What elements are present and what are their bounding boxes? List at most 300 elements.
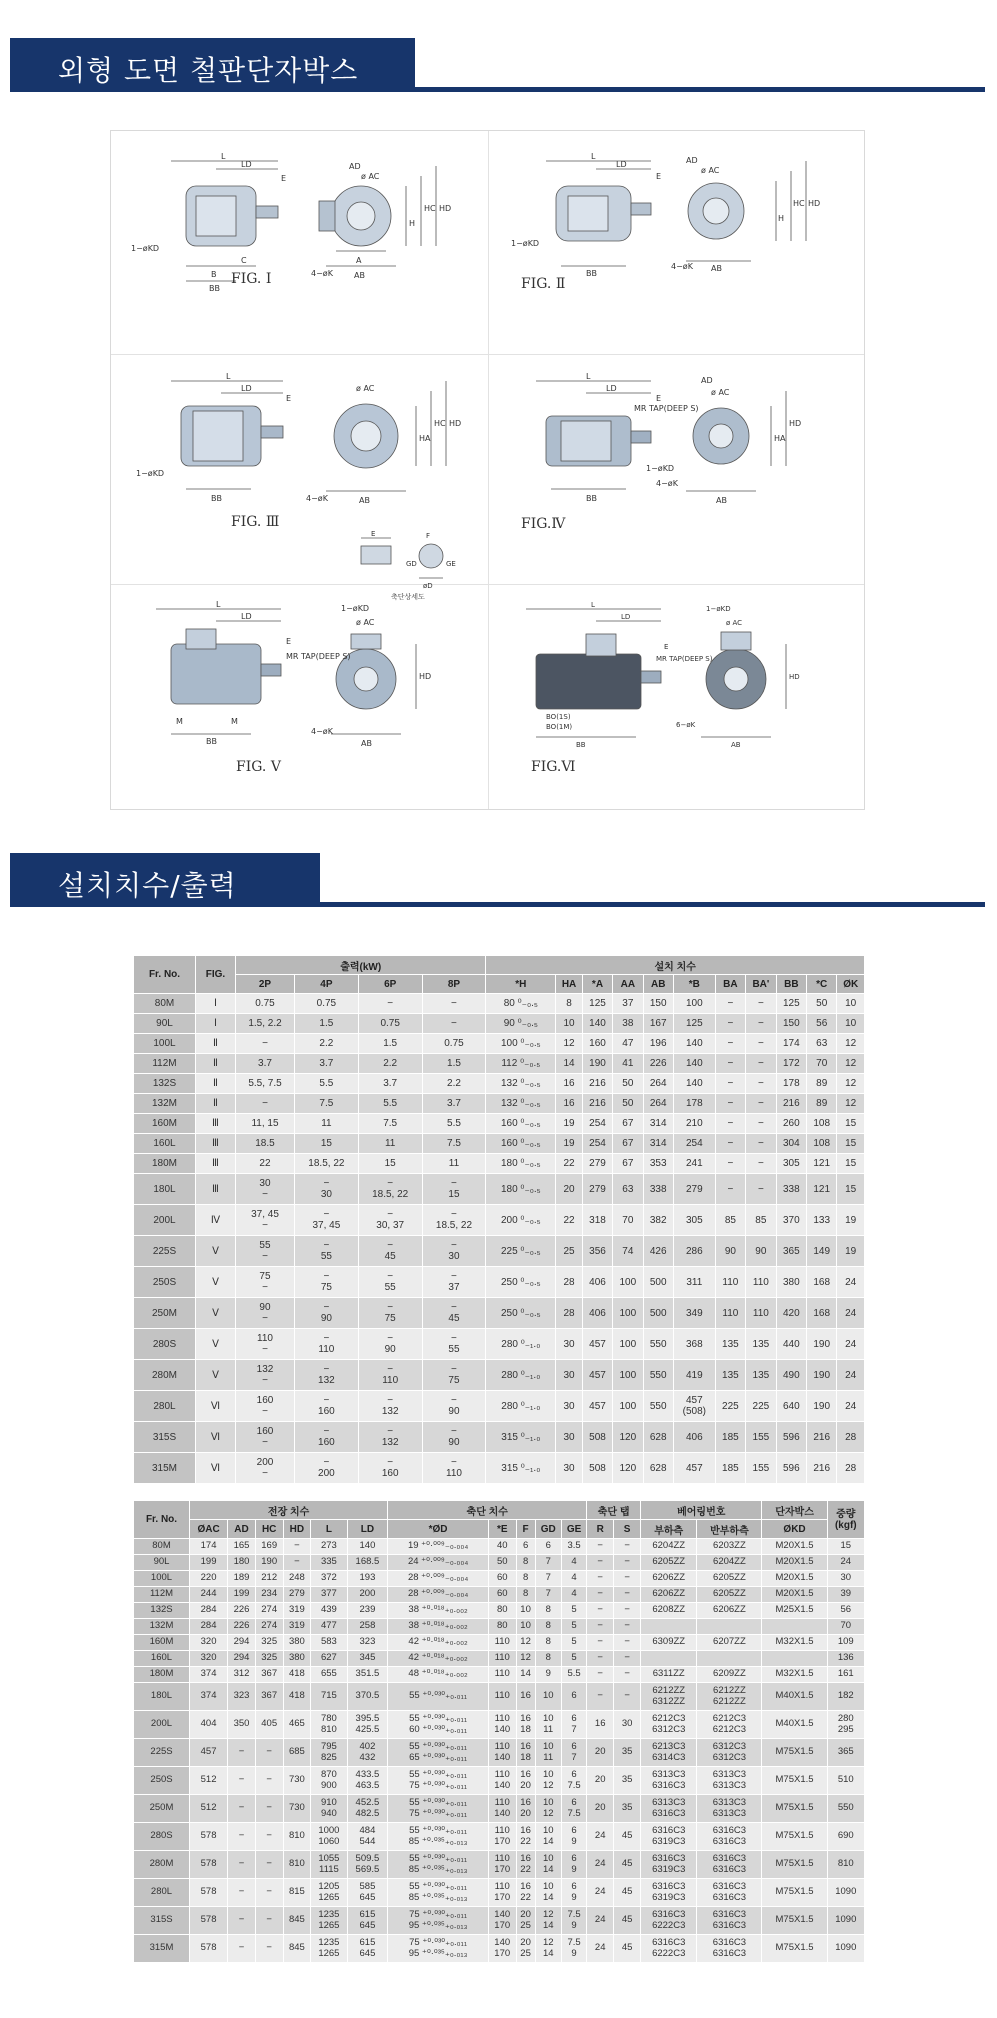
table-cell: 16 22	[516, 1879, 535, 1907]
table-cell: 30 −	[236, 1174, 295, 1205]
svg-text:E: E	[656, 394, 662, 403]
table-cell: 24	[587, 1879, 614, 1907]
table-cell: −	[715, 1154, 745, 1174]
table-cell: 335	[311, 1555, 347, 1571]
table-cell: 6206ZZ	[641, 1587, 697, 1603]
frame-number: 315S	[134, 1422, 196, 1453]
table-cell	[697, 1651, 762, 1667]
table-cell: 110	[746, 1267, 777, 1298]
table-cell: 8	[535, 1651, 561, 1667]
table-cell: 55 ⁺⁰·⁰³⁰₊₀.₀₁₁ 65 ⁺⁰·⁰³⁰₊₀.₀₁₁	[388, 1739, 489, 1767]
table-cell: 19	[556, 1134, 583, 1154]
table-cell: 5.5	[358, 1094, 422, 1114]
table-cell: 121	[807, 1154, 837, 1174]
section-title: 설치치수/출력	[58, 869, 237, 902]
table-cell: 110 140	[488, 1739, 516, 1767]
divider	[111, 354, 864, 355]
svg-text:4−øK: 4−øK	[306, 494, 328, 503]
table-cell: −	[422, 994, 486, 1014]
table-cell: 279	[673, 1174, 715, 1205]
table-cell: 6313C3 6316C3	[641, 1795, 697, 1823]
table-cell: − 75	[358, 1298, 422, 1329]
svg-text:AB: AB	[731, 741, 741, 749]
table-cell: −	[614, 1619, 641, 1635]
svg-text:M: M	[231, 717, 238, 726]
table-cell: 20	[587, 1767, 614, 1795]
table-cell: 30	[556, 1453, 583, 1484]
table-cell: 319	[283, 1603, 311, 1619]
table-cell: 7.5	[358, 1114, 422, 1134]
table-cell: 226	[228, 1619, 256, 1635]
table-cell: −	[587, 1683, 614, 1711]
table-cell: 286	[673, 1236, 715, 1267]
svg-text:LD: LD	[241, 612, 252, 621]
svg-text:E: E	[371, 530, 376, 538]
table-cell: 10	[535, 1683, 561, 1711]
table-cell: −	[236, 1094, 295, 1114]
table-row	[134, 1391, 865, 1422]
section-header-drawings	[10, 38, 985, 92]
table-cell: 41	[613, 1054, 643, 1074]
table-cell: 30	[556, 1422, 583, 1453]
table-cell: −	[715, 1174, 745, 1205]
table-cell: Ⅱ	[196, 1034, 236, 1054]
table-cell: 216	[807, 1453, 837, 1484]
table-cell: 7.5	[422, 1134, 486, 1154]
table-cell: 314	[643, 1114, 673, 1134]
table-cell: Ⅰ	[196, 1014, 236, 1034]
table-cell: 382	[643, 1205, 673, 1236]
table-cell: 30	[556, 1360, 583, 1391]
table-cell: 226	[643, 1054, 673, 1074]
table-cell: 174	[776, 1034, 806, 1054]
table-cell: 14	[556, 1054, 583, 1074]
frame-number: 132S	[134, 1074, 196, 1094]
table-cell: 550	[643, 1329, 673, 1360]
col-dim: *B	[673, 975, 715, 994]
svg-text:HD: HD	[808, 199, 821, 208]
table-cell: 161	[827, 1667, 864, 1683]
table-cell: − 132	[294, 1360, 358, 1391]
table-cell: 89	[807, 1074, 837, 1094]
table-cell: 6 9	[561, 1823, 586, 1851]
table-cell: 135	[746, 1329, 777, 1360]
col-frno: Fr. No.	[134, 956, 196, 994]
table-cell: −	[255, 1767, 283, 1795]
table-cell: 80	[488, 1619, 516, 1635]
table-row	[134, 1360, 865, 1391]
col-dim: ØKD	[762, 1520, 827, 1539]
table-cell: 512	[190, 1795, 228, 1823]
table-cell: −	[228, 1795, 256, 1823]
table-cell: −	[746, 1114, 777, 1134]
table-row	[134, 1074, 865, 1094]
table-cell: 477	[311, 1619, 347, 1635]
table-cell: 10	[516, 1619, 535, 1635]
table-cell: 25	[556, 1236, 583, 1267]
table-cell: 7.5	[294, 1094, 358, 1114]
col-weight: 중량 (kgf)	[827, 1501, 864, 1539]
table-cell: 8	[516, 1555, 535, 1571]
table-cell: 7	[535, 1571, 561, 1587]
svg-text:4−øK: 4−øK	[311, 727, 333, 736]
table-cell: 190	[807, 1391, 837, 1422]
table-cell: 780 810	[311, 1711, 347, 1739]
table-cell: 1.5	[422, 1054, 486, 1074]
table-cell: 135	[746, 1360, 777, 1391]
table-cell: 108	[807, 1114, 837, 1134]
svg-text:BB: BB	[576, 741, 586, 749]
table-cell: 1235 1265	[311, 1935, 347, 1963]
table-cell: 910 940	[311, 1795, 347, 1823]
table-cell: 7	[535, 1555, 561, 1571]
table-cell: 264	[643, 1094, 673, 1114]
svg-text:LD: LD	[606, 384, 617, 393]
table-cell: 6206ZZ	[641, 1571, 697, 1587]
figure-3-drawing	[131, 371, 471, 521]
table-cell: 90 ⁰₋₀.₅	[486, 1014, 556, 1034]
svg-text:6−øK: 6−øK	[676, 721, 696, 729]
table-cell: −	[614, 1635, 641, 1651]
table-cell: M20X1.5	[762, 1539, 827, 1555]
table-cell: −	[236, 1034, 295, 1054]
table-cell: 20	[556, 1174, 583, 1205]
table-cell: 20 25	[516, 1907, 535, 1935]
table-cell: 112 ⁰₋₀.₅	[486, 1054, 556, 1074]
table-cell: 28	[837, 1422, 865, 1453]
table-row	[134, 1174, 865, 1205]
table-cell: 349	[673, 1298, 715, 1329]
table-cell: 200 −	[236, 1453, 295, 1484]
table-cell: 15	[837, 1114, 865, 1134]
frame-number: 250S	[134, 1267, 196, 1298]
table-cell: 241	[673, 1154, 715, 1174]
table-cell: 509.5 569.5	[347, 1851, 388, 1879]
table-cell: 406	[582, 1267, 612, 1298]
col-frno: Fr. No.	[134, 1501, 190, 1539]
table-cell: −	[228, 1767, 256, 1795]
table-cell: M75X1.5	[762, 1935, 827, 1963]
table-cell: −	[715, 1134, 745, 1154]
table-cell: −	[746, 1054, 777, 1074]
table-cell: 100 ⁰₋₀.₅	[486, 1034, 556, 1054]
shaft-caption: 축단상세도	[391, 593, 425, 601]
table-cell: 75 ⁺⁰·⁰³⁰₊₀.₀₁₁ 95 ⁺⁰·⁰³⁵₊₀.₀₁₃	[388, 1935, 489, 1963]
table-cell: 7	[535, 1587, 561, 1603]
table-cell: −	[614, 1571, 641, 1587]
table-cell: − 45	[422, 1298, 486, 1329]
table-cell: 615 645	[347, 1935, 388, 1963]
table-cell: 404	[190, 1711, 228, 1739]
table-cell: 160	[582, 1034, 612, 1054]
col-dim: AA	[613, 975, 643, 994]
table-cell: −	[587, 1619, 614, 1635]
svg-text:BB: BB	[209, 284, 220, 293]
svg-text:øD: øD	[423, 582, 433, 590]
table-cell: 465	[283, 1711, 311, 1739]
table-cell: − 45	[358, 1236, 422, 1267]
svg-text:1−øKD: 1−øKD	[341, 604, 370, 613]
frame-number: 280L	[134, 1391, 196, 1422]
table-cell: −	[228, 1739, 256, 1767]
table-cell: M40X1.5	[762, 1711, 827, 1739]
table-cell: 12	[837, 1034, 865, 1054]
table-cell: Ⅱ	[196, 1074, 236, 1094]
table-cell: 6212C3 6212C3	[697, 1711, 762, 1739]
table-cell: 140	[673, 1054, 715, 1074]
table-cell: 10	[837, 1014, 865, 1034]
table-cell: 550	[827, 1795, 864, 1823]
table-cell: 4	[561, 1571, 586, 1587]
table-cell: 136	[827, 1651, 864, 1667]
table-cell: 1.5	[294, 1014, 358, 1034]
table-cell: 6205ZZ	[641, 1555, 697, 1571]
table-cell: −	[746, 994, 777, 1014]
frame-number: 100L	[134, 1034, 196, 1054]
svg-text:L: L	[586, 372, 591, 381]
table-cell: 155	[746, 1422, 777, 1453]
col-bearing: 베어링번호	[641, 1501, 762, 1520]
table-cell: 6208ZZ	[641, 1603, 697, 1619]
table-cell: 182	[827, 1683, 864, 1711]
table-cell: 457	[582, 1391, 612, 1422]
table-cell: − 30	[422, 1236, 486, 1267]
table-cell: 80 ⁰₋₀.₅	[486, 994, 556, 1014]
table-cell: 15	[358, 1154, 422, 1174]
table-row	[134, 1935, 865, 1963]
table-cell: 10 14	[535, 1879, 561, 1907]
table-cell: 110 140	[488, 1767, 516, 1795]
table-cell: 12 14	[535, 1935, 561, 1963]
table-cell: 42 ⁺⁰·⁰¹⁸₊₀.₀₀₂	[388, 1651, 489, 1667]
table-cell: −	[614, 1555, 641, 1571]
table-cell: 810	[827, 1851, 864, 1879]
col-dim: ØAC	[190, 1520, 228, 1539]
table-cell: 55 ⁺⁰·⁰³⁰₊₀.₀₁₁ 60 ⁺⁰·⁰³⁰₊₀.₀₁₁	[388, 1711, 489, 1739]
table-cell: 2.2	[358, 1054, 422, 1074]
table-cell: − 75	[294, 1267, 358, 1298]
table-row	[134, 1619, 865, 1635]
figure-4-drawing	[506, 371, 846, 521]
table-cell: 48 ⁺⁰·⁰¹⁸₊₀.₀₀₂	[388, 1667, 489, 1683]
table-cell: 304	[776, 1134, 806, 1154]
table-cell: 730	[283, 1767, 311, 1795]
table-cell: −	[587, 1587, 614, 1603]
table-cell: M75X1.5	[762, 1823, 827, 1851]
table-cell: −	[255, 1823, 283, 1851]
table-cell: 325	[255, 1651, 283, 1667]
svg-text:ø AC: ø AC	[711, 388, 730, 397]
table-cell: 160 −	[236, 1391, 295, 1422]
table-cell: 125	[776, 994, 806, 1014]
table-cell: 11, 15	[236, 1114, 295, 1134]
col-fig: FIG.	[196, 956, 236, 994]
table-cell: 168.5	[347, 1555, 388, 1571]
table-cell: 24	[837, 1329, 865, 1360]
table-cell: 212	[255, 1571, 283, 1587]
svg-text:LD: LD	[241, 160, 252, 169]
svg-text:AB: AB	[359, 496, 370, 505]
table-cell: 140 170	[488, 1935, 516, 1963]
table-cell: 6313C3 6313C3	[697, 1767, 762, 1795]
figure-label: FIG.Ⅳ	[521, 516, 566, 532]
table-cell: 55 ⁺⁰·⁰³⁰₊₀.₀₁₁ 75 ⁺⁰·⁰³⁰₊₀.₀₁₁	[388, 1795, 489, 1823]
figure-label: FIG. Ⅴ	[236, 759, 281, 775]
table-cell: −	[715, 1094, 745, 1114]
table-cell: 10	[556, 1014, 583, 1034]
table-cell: 7.5 9	[561, 1935, 586, 1963]
table-cell: 628	[643, 1422, 673, 1453]
table-cell: − 90	[422, 1422, 486, 1453]
table-cell: Ⅴ	[196, 1236, 236, 1267]
figure-5-drawing	[131, 599, 471, 749]
table-row	[134, 1823, 865, 1851]
table-cell: 280 ⁰₋₁.₀	[486, 1391, 556, 1422]
table-cell: 510	[827, 1767, 864, 1795]
frame-number: 280S	[134, 1823, 190, 1851]
frame-number: 280L	[134, 1879, 190, 1907]
table-cell: 248	[283, 1571, 311, 1587]
table-cell: 338	[643, 1174, 673, 1205]
table-cell: 12	[556, 1034, 583, 1054]
table-cell: 5	[561, 1603, 586, 1619]
section-tab	[10, 38, 415, 92]
install-output-table	[133, 955, 865, 1484]
svg-text:BB: BB	[211, 494, 222, 503]
table-cell: 10 12	[535, 1767, 561, 1795]
svg-text:1−øKD: 1−øKD	[131, 244, 160, 253]
table-cell: 250 ⁰₋₀.₅	[486, 1267, 556, 1298]
table-cell: 325	[255, 1635, 283, 1651]
table-cell: 1235 1265	[311, 1907, 347, 1935]
col-dim: 반부하측	[697, 1520, 762, 1539]
table-cell: 216	[582, 1094, 612, 1114]
svg-text:LD: LD	[616, 160, 627, 169]
svg-text:1−øKD: 1−øKD	[136, 469, 165, 478]
table-cell: 55 −	[236, 1236, 295, 1267]
table-cell: 6 9	[561, 1851, 586, 1879]
table-cell: −	[715, 1014, 745, 1034]
table-cell: 845	[283, 1935, 311, 1963]
table-row	[134, 1711, 865, 1739]
col-dim: R	[587, 1520, 614, 1539]
svg-text:ø AC: ø AC	[361, 172, 380, 181]
table-cell: 110	[715, 1298, 745, 1329]
table-row	[134, 1014, 865, 1034]
svg-text:4−øK: 4−øK	[671, 262, 693, 271]
table-cell: 5	[561, 1651, 586, 1667]
table-cell: 8	[556, 994, 583, 1014]
table-cell: M40X1.5	[762, 1683, 827, 1711]
table-cell: 6 9	[561, 1879, 586, 1907]
table-cell: 12	[516, 1651, 535, 1667]
table-cell: −	[614, 1603, 641, 1619]
table-row	[134, 1739, 865, 1767]
table-cell: 578	[190, 1879, 228, 1907]
table-cell: 19	[556, 1114, 583, 1134]
table-cell: 3.7	[422, 1094, 486, 1114]
table-cell: 314	[643, 1134, 673, 1154]
table-cell: 28 ⁺⁰·⁰⁰⁹₋₀.₀₀₄	[388, 1587, 489, 1603]
table-cell: 395.5 425.5	[347, 1711, 388, 1739]
svg-text:MR TAP(DEEP S): MR TAP(DEEP S)	[286, 652, 351, 661]
table-cell: 70	[613, 1205, 643, 1236]
frame-number: 112M	[134, 1587, 190, 1603]
svg-text:GE: GE	[446, 560, 456, 568]
svg-text:B: B	[211, 270, 217, 279]
frame-number: 100L	[134, 1571, 190, 1587]
table-cell: −	[614, 1587, 641, 1603]
table-cell: 372	[311, 1571, 347, 1587]
table-cell: 426	[643, 1236, 673, 1267]
table-cell: 16 20	[516, 1767, 535, 1795]
table-row	[134, 1683, 865, 1711]
table-cell: Ⅲ	[196, 1154, 236, 1174]
table-cell: − 110	[422, 1453, 486, 1484]
col-pole-2p: 2P	[236, 975, 295, 994]
table-cell	[641, 1619, 697, 1635]
table-cell: 512	[190, 1767, 228, 1795]
table-cell: 457	[190, 1739, 228, 1767]
table-cell: 279	[283, 1587, 311, 1603]
table-cell: 178	[776, 1074, 806, 1094]
svg-text:A: A	[356, 256, 362, 265]
table-cell: 715	[311, 1683, 347, 1711]
table-cell: 15	[837, 1134, 865, 1154]
table-cell: 685	[283, 1739, 311, 1767]
table-cell: M75X1.5	[762, 1739, 827, 1767]
table-cell: 419	[673, 1360, 715, 1391]
table-cell: 730	[283, 1795, 311, 1823]
frame-number: 160M	[134, 1635, 190, 1651]
table-cell: 24	[827, 1555, 864, 1571]
table-cell: 9	[535, 1667, 561, 1683]
table-cell: 18.5	[236, 1134, 295, 1154]
table-cell: 193	[347, 1571, 388, 1587]
table-cell: 380	[776, 1267, 806, 1298]
table-row	[134, 1635, 865, 1651]
table-cell: 55 ⁺⁰·⁰³⁰₊₀.₀₁₁ 85 ⁺⁰·⁰³⁵₊₀.₀₁₃	[388, 1851, 489, 1879]
table-cell: −	[228, 1851, 256, 1879]
col-dim: *H	[486, 975, 556, 994]
table-cell: 244	[190, 1587, 228, 1603]
frame-number: 180L	[134, 1683, 190, 1711]
frame-number: 160L	[134, 1134, 196, 1154]
figure-1-drawing	[131, 151, 471, 301]
table-cell: 578	[190, 1907, 228, 1935]
table-cell: 280 ⁰₋₁.₀	[486, 1329, 556, 1360]
table-cell: 110 170	[488, 1851, 516, 1879]
table-cell: 10	[837, 994, 865, 1014]
table-cell: 6316C3 6316C3	[697, 1879, 762, 1907]
col-shaft: 축단 치수	[388, 1501, 587, 1520]
table-cell: 365	[827, 1739, 864, 1767]
table-cell: 100	[613, 1298, 643, 1329]
table-cell: 550	[643, 1360, 673, 1391]
table-cell: 20 25	[516, 1935, 535, 1963]
frame-number: 315S	[134, 1907, 190, 1935]
table-cell: 28 ⁺⁰·⁰⁰⁹₋₀.₀₀₄	[388, 1571, 489, 1587]
frame-number: 90L	[134, 1555, 190, 1571]
table-cell: 457	[582, 1360, 612, 1391]
table-cell: 60	[488, 1587, 516, 1603]
table-cell: 6316C3 6319C3	[641, 1823, 697, 1851]
table-cell: 4	[561, 1555, 586, 1571]
svg-text:E: E	[656, 172, 662, 181]
table-cell: 578	[190, 1935, 228, 1963]
table-cell: 239	[347, 1603, 388, 1619]
frame-number: 112M	[134, 1054, 196, 1074]
